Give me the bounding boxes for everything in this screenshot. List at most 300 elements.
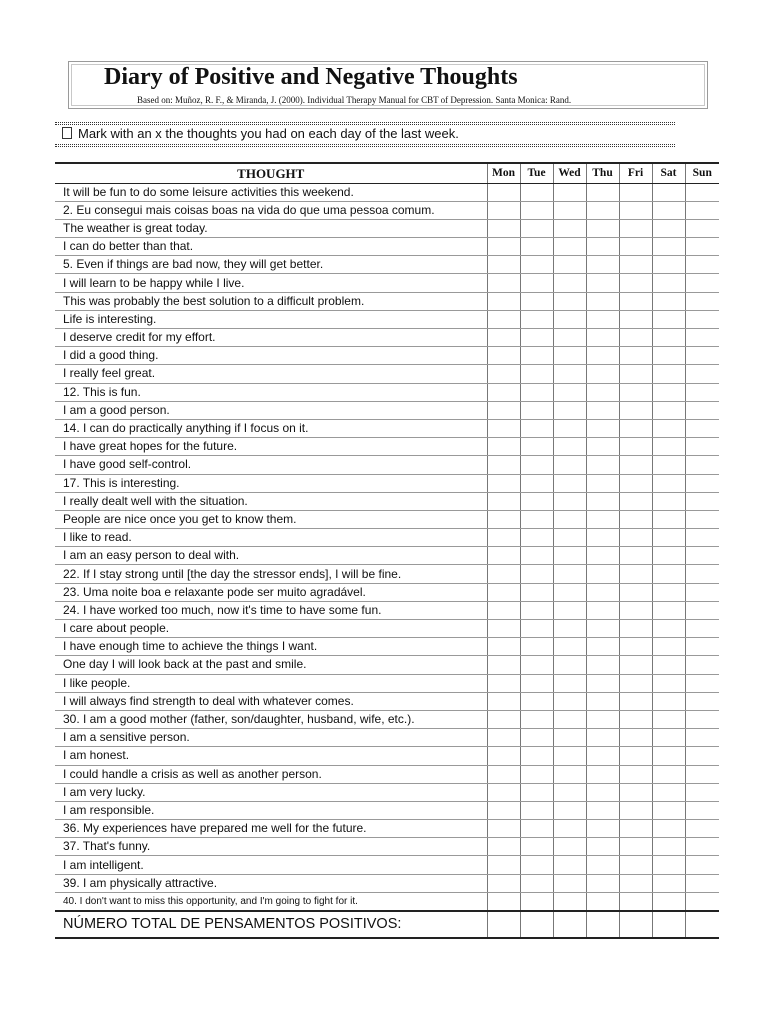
mark-cell-sun[interactable] (685, 765, 719, 783)
mark-cell-sat[interactable] (652, 201, 685, 219)
mark-cell-wed[interactable] (553, 765, 586, 783)
mark-cell-tue[interactable] (520, 565, 553, 583)
mark-cell-fri[interactable] (619, 201, 652, 219)
total-cell-tue[interactable] (520, 911, 553, 938)
mark-cell-tue[interactable] (520, 310, 553, 328)
mark-cell-mon[interactable] (487, 820, 520, 838)
mark-cell-sat[interactable] (652, 419, 685, 437)
mark-cell-mon[interactable] (487, 783, 520, 801)
mark-cell-tue[interactable] (520, 347, 553, 365)
mark-cell-tue[interactable] (520, 892, 553, 911)
mark-cell-wed[interactable] (553, 219, 586, 237)
mark-cell-sat[interactable] (652, 219, 685, 237)
mark-cell-tue[interactable] (520, 638, 553, 656)
mark-cell-sun[interactable] (685, 347, 719, 365)
mark-cell-wed[interactable] (553, 856, 586, 874)
mark-cell-sun[interactable] (685, 856, 719, 874)
mark-cell-sun[interactable] (685, 256, 719, 274)
mark-cell-mon[interactable] (487, 747, 520, 765)
mark-cell-fri[interactable] (619, 256, 652, 274)
mark-cell-thu[interactable] (586, 419, 619, 437)
mark-cell-mon[interactable] (487, 419, 520, 437)
mark-cell-wed[interactable] (553, 674, 586, 692)
mark-cell-thu[interactable] (586, 492, 619, 510)
mark-cell-wed[interactable] (553, 838, 586, 856)
mark-cell-thu[interactable] (586, 783, 619, 801)
mark-cell-sat[interactable] (652, 238, 685, 256)
mark-cell-tue[interactable] (520, 583, 553, 601)
mark-cell-sun[interactable] (685, 801, 719, 819)
mark-cell-sat[interactable] (652, 583, 685, 601)
mark-cell-tue[interactable] (520, 292, 553, 310)
mark-cell-thu[interactable] (586, 292, 619, 310)
mark-cell-fri[interactable] (619, 292, 652, 310)
mark-cell-tue[interactable] (520, 256, 553, 274)
mark-cell-thu[interactable] (586, 638, 619, 656)
mark-cell-tue[interactable] (520, 765, 553, 783)
mark-cell-sun[interactable] (685, 547, 719, 565)
mark-cell-tue[interactable] (520, 383, 553, 401)
mark-cell-sun[interactable] (685, 183, 719, 201)
mark-cell-fri[interactable] (619, 474, 652, 492)
mark-cell-fri[interactable] (619, 274, 652, 292)
mark-cell-sat[interactable] (652, 710, 685, 728)
mark-cell-fri[interactable] (619, 419, 652, 437)
mark-cell-sat[interactable] (652, 438, 685, 456)
mark-cell-thu[interactable] (586, 365, 619, 383)
mark-cell-sat[interactable] (652, 529, 685, 547)
mark-cell-thu[interactable] (586, 729, 619, 747)
mark-cell-mon[interactable] (487, 292, 520, 310)
mark-cell-sat[interactable] (652, 801, 685, 819)
mark-cell-fri[interactable] (619, 310, 652, 328)
mark-cell-tue[interactable] (520, 692, 553, 710)
mark-cell-sun[interactable] (685, 401, 719, 419)
mark-cell-thu[interactable] (586, 310, 619, 328)
mark-cell-wed[interactable] (553, 419, 586, 437)
mark-cell-thu[interactable] (586, 438, 619, 456)
mark-cell-thu[interactable] (586, 656, 619, 674)
mark-cell-sun[interactable] (685, 383, 719, 401)
mark-cell-tue[interactable] (520, 656, 553, 674)
mark-cell-fri[interactable] (619, 347, 652, 365)
mark-cell-sun[interactable] (685, 874, 719, 892)
mark-cell-sun[interactable] (685, 692, 719, 710)
mark-cell-sat[interactable] (652, 747, 685, 765)
mark-cell-fri[interactable] (619, 801, 652, 819)
mark-cell-thu[interactable] (586, 874, 619, 892)
mark-cell-fri[interactable] (619, 674, 652, 692)
mark-cell-mon[interactable] (487, 274, 520, 292)
mark-cell-thu[interactable] (586, 547, 619, 565)
mark-cell-fri[interactable] (619, 892, 652, 911)
mark-cell-fri[interactable] (619, 638, 652, 656)
mark-cell-fri[interactable] (619, 583, 652, 601)
mark-cell-wed[interactable] (553, 620, 586, 638)
mark-cell-sat[interactable] (652, 874, 685, 892)
mark-cell-wed[interactable] (553, 638, 586, 656)
mark-cell-tue[interactable] (520, 783, 553, 801)
mark-cell-sun[interactable] (685, 238, 719, 256)
mark-cell-wed[interactable] (553, 492, 586, 510)
mark-cell-tue[interactable] (520, 547, 553, 565)
mark-cell-wed[interactable] (553, 692, 586, 710)
mark-cell-sat[interactable] (652, 365, 685, 383)
mark-cell-mon[interactable] (487, 438, 520, 456)
mark-cell-sun[interactable] (685, 456, 719, 474)
mark-cell-sun[interactable] (685, 638, 719, 656)
mark-cell-sun[interactable] (685, 656, 719, 674)
mark-cell-fri[interactable] (619, 438, 652, 456)
mark-cell-mon[interactable] (487, 547, 520, 565)
mark-cell-tue[interactable] (520, 274, 553, 292)
mark-cell-wed[interactable] (553, 256, 586, 274)
mark-cell-thu[interactable] (586, 329, 619, 347)
mark-cell-sat[interactable] (652, 547, 685, 565)
mark-cell-sat[interactable] (652, 783, 685, 801)
mark-cell-wed[interactable] (553, 565, 586, 583)
mark-cell-mon[interactable] (487, 583, 520, 601)
mark-cell-thu[interactable] (586, 692, 619, 710)
mark-cell-fri[interactable] (619, 510, 652, 528)
mark-cell-sat[interactable] (652, 347, 685, 365)
mark-cell-tue[interactable] (520, 401, 553, 419)
mark-cell-fri[interactable] (619, 783, 652, 801)
mark-cell-sun[interactable] (685, 674, 719, 692)
mark-cell-thu[interactable] (586, 856, 619, 874)
mark-cell-fri[interactable] (619, 656, 652, 674)
mark-cell-fri[interactable] (619, 692, 652, 710)
mark-cell-mon[interactable] (487, 729, 520, 747)
mark-cell-thu[interactable] (586, 892, 619, 911)
mark-cell-wed[interactable] (553, 474, 586, 492)
mark-cell-mon[interactable] (487, 692, 520, 710)
mark-cell-sun[interactable] (685, 783, 719, 801)
mark-cell-sun[interactable] (685, 474, 719, 492)
mark-cell-sun[interactable] (685, 292, 719, 310)
mark-cell-sat[interactable] (652, 638, 685, 656)
mark-cell-wed[interactable] (553, 601, 586, 619)
mark-cell-fri[interactable] (619, 874, 652, 892)
mark-cell-thu[interactable] (586, 674, 619, 692)
mark-cell-sat[interactable] (652, 601, 685, 619)
mark-cell-wed[interactable] (553, 201, 586, 219)
total-cell-wed[interactable] (553, 911, 586, 938)
mark-cell-sun[interactable] (685, 365, 719, 383)
mark-cell-mon[interactable] (487, 638, 520, 656)
mark-cell-sun[interactable] (685, 529, 719, 547)
mark-cell-wed[interactable] (553, 710, 586, 728)
mark-cell-wed[interactable] (553, 238, 586, 256)
mark-cell-mon[interactable] (487, 383, 520, 401)
mark-cell-sat[interactable] (652, 401, 685, 419)
mark-cell-fri[interactable] (619, 547, 652, 565)
mark-cell-mon[interactable] (487, 529, 520, 547)
mark-cell-sat[interactable] (652, 510, 685, 528)
mark-cell-thu[interactable] (586, 383, 619, 401)
mark-cell-tue[interactable] (520, 820, 553, 838)
mark-cell-sun[interactable] (685, 492, 719, 510)
mark-cell-tue[interactable] (520, 747, 553, 765)
mark-cell-wed[interactable] (553, 456, 586, 474)
mark-cell-thu[interactable] (586, 274, 619, 292)
mark-cell-fri[interactable] (619, 219, 652, 237)
mark-cell-mon[interactable] (487, 856, 520, 874)
total-cell-mon[interactable] (487, 911, 520, 938)
mark-cell-mon[interactable] (487, 310, 520, 328)
mark-cell-wed[interactable] (553, 292, 586, 310)
mark-cell-tue[interactable] (520, 801, 553, 819)
mark-cell-tue[interactable] (520, 492, 553, 510)
mark-cell-sun[interactable] (685, 747, 719, 765)
mark-cell-thu[interactable] (586, 219, 619, 237)
mark-cell-wed[interactable] (553, 820, 586, 838)
mark-cell-wed[interactable] (553, 183, 586, 201)
thought-text: 2. Eu consegui mais coisas boas na vida do que uma pessoa comum. (55, 201, 487, 219)
mark-cell-wed[interactable] (553, 874, 586, 892)
mark-cell-sat[interactable] (652, 892, 685, 911)
mark-cell-wed[interactable] (553, 347, 586, 365)
mark-cell-wed[interactable] (553, 801, 586, 819)
mark-cell-wed[interactable] (553, 583, 586, 601)
mark-cell-wed[interactable] (553, 401, 586, 419)
mark-cell-tue[interactable] (520, 238, 553, 256)
mark-cell-sat[interactable] (652, 656, 685, 674)
mark-cell-wed[interactable] (553, 656, 586, 674)
mark-cell-sun[interactable] (685, 219, 719, 237)
mark-cell-mon[interactable] (487, 674, 520, 692)
mark-cell-fri[interactable] (619, 729, 652, 747)
mark-cell-sun[interactable] (685, 710, 719, 728)
mark-cell-tue[interactable] (520, 329, 553, 347)
mark-cell-thu[interactable] (586, 456, 619, 474)
mark-cell-mon[interactable] (487, 510, 520, 528)
total-cell-sat[interactable] (652, 911, 685, 938)
mark-cell-sat[interactable] (652, 820, 685, 838)
mark-cell-fri[interactable] (619, 565, 652, 583)
total-cell-sun[interactable] (685, 911, 719, 938)
mark-cell-sun[interactable] (685, 892, 719, 911)
mark-cell-wed[interactable] (553, 783, 586, 801)
mark-cell-mon[interactable] (487, 183, 520, 201)
mark-cell-mon[interactable] (487, 601, 520, 619)
thought-text: People are nice once you get to know them. (55, 510, 487, 528)
mark-cell-fri[interactable] (619, 492, 652, 510)
mark-cell-fri[interactable] (619, 456, 652, 474)
mark-cell-sun[interactable] (685, 583, 719, 601)
mark-cell-sun[interactable] (685, 201, 719, 219)
mark-cell-wed[interactable] (553, 274, 586, 292)
mark-cell-wed[interactable] (553, 547, 586, 565)
mark-cell-mon[interactable] (487, 201, 520, 219)
mark-cell-mon[interactable] (487, 765, 520, 783)
mark-cell-mon[interactable] (487, 565, 520, 583)
mark-cell-sun[interactable] (685, 274, 719, 292)
mark-cell-sun[interactable] (685, 729, 719, 747)
mark-cell-tue[interactable] (520, 438, 553, 456)
mark-cell-wed[interactable] (553, 329, 586, 347)
mark-cell-mon[interactable] (487, 492, 520, 510)
mark-cell-mon[interactable] (487, 347, 520, 365)
mark-cell-sat[interactable] (652, 183, 685, 201)
mark-cell-tue[interactable] (520, 874, 553, 892)
mark-cell-sat[interactable] (652, 856, 685, 874)
mark-cell-mon[interactable] (487, 256, 520, 274)
mark-cell-thu[interactable] (586, 183, 619, 201)
mark-cell-wed[interactable] (553, 729, 586, 747)
mark-cell-thu[interactable] (586, 765, 619, 783)
mark-cell-wed[interactable] (553, 892, 586, 911)
mark-cell-thu[interactable] (586, 347, 619, 365)
mark-cell-sat[interactable] (652, 492, 685, 510)
mark-cell-tue[interactable] (520, 510, 553, 528)
mark-cell-thu[interactable] (586, 565, 619, 583)
mark-cell-fri[interactable] (619, 401, 652, 419)
mark-cell-sat[interactable] (652, 838, 685, 856)
mark-cell-fri[interactable] (619, 765, 652, 783)
thought-text: I like to read. (55, 529, 487, 547)
mark-cell-thu[interactable] (586, 510, 619, 528)
mark-cell-thu[interactable] (586, 620, 619, 638)
mark-cell-sat[interactable] (652, 729, 685, 747)
mark-cell-sun[interactable] (685, 510, 719, 528)
mark-cell-sat[interactable] (652, 310, 685, 328)
mark-cell-fri[interactable] (619, 238, 652, 256)
mark-cell-thu[interactable] (586, 820, 619, 838)
mark-cell-sun[interactable] (685, 329, 719, 347)
mark-cell-thu[interactable] (586, 747, 619, 765)
mark-cell-tue[interactable] (520, 219, 553, 237)
mark-cell-fri[interactable] (619, 329, 652, 347)
mark-cell-sat[interactable] (652, 456, 685, 474)
mark-cell-sat[interactable] (652, 329, 685, 347)
table-row (55, 874, 719, 892)
mark-cell-mon[interactable] (487, 710, 520, 728)
mark-cell-fri[interactable] (619, 838, 652, 856)
mark-cell-wed[interactable] (553, 383, 586, 401)
mark-cell-sat[interactable] (652, 292, 685, 310)
mark-cell-sat[interactable] (652, 620, 685, 638)
mark-cell-sat[interactable] (652, 274, 685, 292)
mark-cell-thu[interactable] (586, 401, 619, 419)
mark-cell-mon[interactable] (487, 874, 520, 892)
mark-cell-mon[interactable] (487, 365, 520, 383)
mark-cell-thu[interactable] (586, 529, 619, 547)
mark-cell-sat[interactable] (652, 256, 685, 274)
mark-cell-fri[interactable] (619, 383, 652, 401)
mark-cell-mon[interactable] (487, 620, 520, 638)
total-cell-fri[interactable] (619, 911, 652, 938)
mark-cell-mon[interactable] (487, 474, 520, 492)
mark-cell-sat[interactable] (652, 692, 685, 710)
table-row (55, 547, 719, 565)
table-row (55, 747, 719, 765)
table-row (55, 620, 719, 638)
mark-cell-sat[interactable] (652, 765, 685, 783)
mark-cell-sun[interactable] (685, 820, 719, 838)
mark-cell-sun[interactable] (685, 838, 719, 856)
mark-cell-sat[interactable] (652, 674, 685, 692)
mark-cell-fri[interactable] (619, 747, 652, 765)
mark-cell-tue[interactable] (520, 838, 553, 856)
mark-cell-thu[interactable] (586, 256, 619, 274)
mark-cell-tue[interactable] (520, 620, 553, 638)
mark-cell-mon[interactable] (487, 656, 520, 674)
mark-cell-fri[interactable] (619, 710, 652, 728)
mark-cell-wed[interactable] (553, 510, 586, 528)
mark-cell-mon[interactable] (487, 456, 520, 474)
mark-cell-fri[interactable] (619, 365, 652, 383)
mark-cell-fri[interactable] (619, 183, 652, 201)
total-cell-thu[interactable] (586, 911, 619, 938)
mark-cell-thu[interactable] (586, 238, 619, 256)
mark-cell-tue[interactable] (520, 856, 553, 874)
mark-cell-wed[interactable] (553, 747, 586, 765)
mark-cell-mon[interactable] (487, 838, 520, 856)
mark-cell-tue[interactable] (520, 456, 553, 474)
mark-cell-sun[interactable] (685, 565, 719, 583)
thought-text: I will always find strength to deal with whatever comes. (55, 692, 487, 710)
mark-cell-wed[interactable] (553, 365, 586, 383)
mark-cell-fri[interactable] (619, 856, 652, 874)
mark-cell-wed[interactable] (553, 310, 586, 328)
mark-cell-thu[interactable] (586, 601, 619, 619)
mark-cell-fri[interactable] (619, 820, 652, 838)
mark-cell-thu[interactable] (586, 583, 619, 601)
mark-cell-mon[interactable] (487, 401, 520, 419)
mark-cell-wed[interactable] (553, 438, 586, 456)
mark-cell-tue[interactable] (520, 183, 553, 201)
mark-cell-tue[interactable] (520, 201, 553, 219)
mark-cell-tue[interactable] (520, 710, 553, 728)
mark-cell-wed[interactable] (553, 529, 586, 547)
mark-cell-sun[interactable] (685, 601, 719, 619)
mark-cell-tue[interactable] (520, 365, 553, 383)
mark-cell-sat[interactable] (652, 565, 685, 583)
mark-cell-mon[interactable] (487, 801, 520, 819)
mark-cell-thu[interactable] (586, 838, 619, 856)
mark-cell-tue[interactable] (520, 529, 553, 547)
mark-cell-thu[interactable] (586, 801, 619, 819)
day-header-mon: Mon (487, 163, 520, 183)
mark-cell-tue[interactable] (520, 729, 553, 747)
mark-cell-tue[interactable] (520, 419, 553, 437)
mark-cell-thu[interactable] (586, 474, 619, 492)
mark-cell-sun[interactable] (685, 620, 719, 638)
mark-cell-fri[interactable] (619, 529, 652, 547)
mark-cell-tue[interactable] (520, 474, 553, 492)
mark-cell-fri[interactable] (619, 601, 652, 619)
checkbox-icon (62, 127, 72, 139)
mark-cell-sun[interactable] (685, 438, 719, 456)
mark-cell-tue[interactable] (520, 601, 553, 619)
mark-cell-mon[interactable] (487, 219, 520, 237)
mark-cell-sat[interactable] (652, 383, 685, 401)
thought-text: 37. That's funny. (55, 838, 487, 856)
mark-cell-mon[interactable] (487, 892, 520, 911)
mark-cell-sat[interactable] (652, 474, 685, 492)
mark-cell-mon[interactable] (487, 238, 520, 256)
mark-cell-sun[interactable] (685, 419, 719, 437)
mark-cell-thu[interactable] (586, 201, 619, 219)
thought-text: I really feel great. (55, 365, 487, 383)
mark-cell-mon[interactable] (487, 329, 520, 347)
mark-cell-sun[interactable] (685, 310, 719, 328)
thought-text: I have great hopes for the future. (55, 438, 487, 456)
mark-cell-tue[interactable] (520, 674, 553, 692)
mark-cell-thu[interactable] (586, 710, 619, 728)
mark-cell-fri[interactable] (619, 620, 652, 638)
